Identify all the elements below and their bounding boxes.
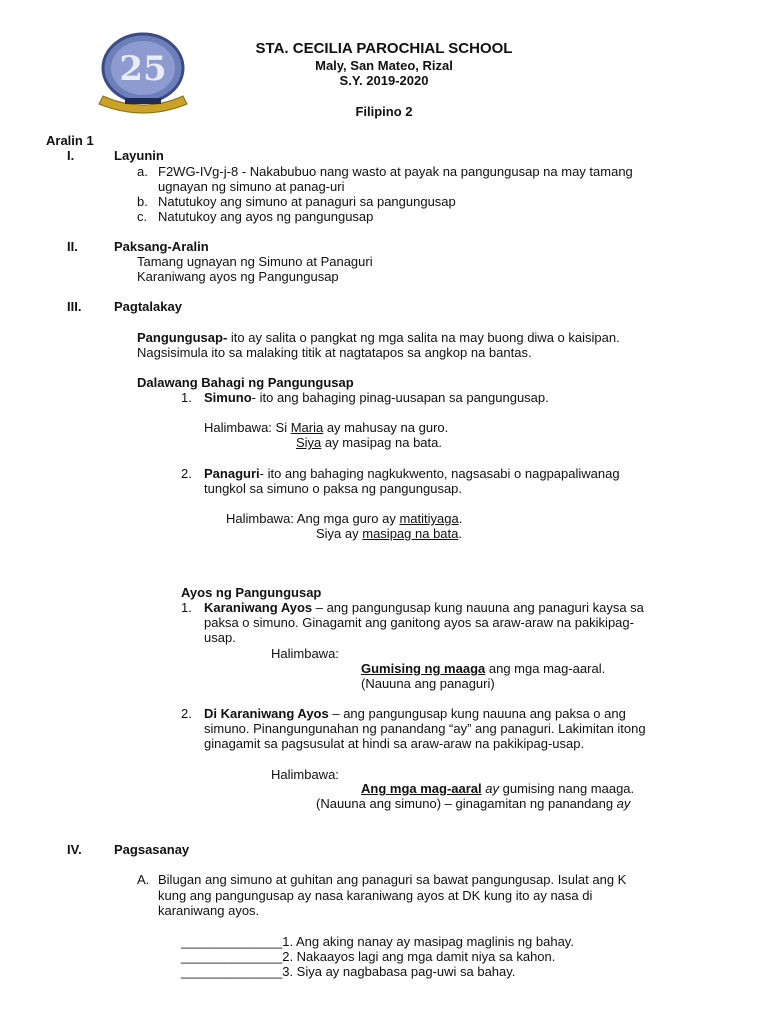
section-number: I. (67, 148, 75, 163)
note-italic: ay (616, 796, 631, 811)
list-marker: A. (137, 872, 150, 887)
halimbawa-label: Halimbawa: (271, 646, 339, 661)
karaniwang-text: – ang pangungusap kung nauuna ang panaguri kaysa sa (312, 600, 644, 615)
topic-line: Karaniwang ayos ng Pangungusap (137, 269, 339, 284)
section-number: II. (67, 239, 78, 254)
definition-line2: Nagsisimula ito sa malaking titik at nagtatapos sa angkop na bantas. (137, 345, 532, 360)
example-line (296, 435, 442, 450)
example-line (361, 661, 605, 676)
example-underlined: masipag na bata (362, 526, 459, 541)
example-line (361, 781, 634, 796)
example-italic: ay (481, 781, 499, 796)
school-name: STA. CECILIA PAROCHIAL SCHOOL (255, 40, 513, 57)
example-text: ang mga mag-aaral. (485, 661, 606, 676)
example-line (316, 526, 462, 541)
term-panaguri: Panaguri (204, 466, 260, 481)
example-text: ay mahusay na guro. (323, 420, 449, 435)
objective-c: Natutukoy ang ayos ng pangungusap (158, 209, 374, 224)
objective-a-line1: F2WG-IVg-j-8 - Nakabubuo nang wasto at payak na pangungusap na may tamang (158, 164, 633, 179)
instruction-line3: karaniwang ayos. (158, 903, 260, 918)
topic-line: Tamang ugnayan ng Simuno at Panaguri (137, 254, 373, 269)
instruction-line1: Bilugan ang simuno at guhitan ang panaguri sa bawat pangungusap. Isulat ang K (158, 872, 627, 887)
di-karaniwang-ayos-line1 (204, 706, 626, 721)
term-simuno: Simuno (204, 390, 252, 405)
exercise-item: ______________2. Nakaayos lagi ang mga damit niya sa kahon. (181, 949, 556, 964)
example-text: Siya ay (316, 526, 363, 541)
school-address: Maly, San Mateo, Rizal (315, 58, 453, 73)
subheading-ayos: Ayos ng Pangungusap (181, 585, 322, 600)
term-karaniwang-ayos: Karaniwang Ayos (204, 600, 313, 615)
list-marker: 2. (181, 706, 192, 721)
section-title-layunin: Layunin (114, 148, 164, 163)
section-number: III. (67, 299, 82, 314)
panaguri-text: - ito ang bahaging nagkukwento, nagsasabi o nagpapaliwanag (259, 466, 620, 481)
example-text: . (458, 526, 462, 541)
subject-title: Filipino 2 (355, 104, 413, 119)
section-title-paksang-aralin: Paksang-Aralin (114, 239, 209, 254)
list-marker: c. (137, 209, 148, 224)
panaguri-line2: tungkol sa simuno o paksa ng pangungusap. (204, 481, 463, 496)
list-marker: a. (137, 164, 148, 179)
definition-term: Pangungusap- (137, 330, 228, 345)
definition-line1 (137, 330, 620, 345)
list-marker: 1. (181, 600, 192, 615)
example-underlined: Gumising ng maaga (361, 661, 486, 676)
example-text: Halimbawa: Si (204, 420, 291, 435)
example-text: gumising nang maaga. (499, 781, 635, 796)
simuno-definition (204, 390, 549, 405)
exercise-item: ______________3. Siya ay nagbabasa pag-uwi sa bahay. (181, 964, 516, 979)
example-line (226, 511, 462, 526)
objective-b: Natutukoy ang simuno at panaguri sa pangungusap (158, 194, 456, 209)
school-logo (95, 30, 191, 114)
school-year: S.Y. 2019-2020 (339, 73, 429, 88)
list-marker: b. (137, 194, 148, 209)
list-marker: 2. (181, 466, 192, 481)
section-number: IV. (67, 842, 82, 857)
definition-text: ito ay salita o pangkat ng mga salita na may buong diwa o kaisipan. (227, 330, 620, 345)
example-note (316, 796, 630, 811)
example-underlined: matitiyaga (399, 511, 459, 526)
example-line (204, 420, 448, 435)
note-text: (Nauuna ang simuno) – ginagamitan ng panandang (316, 796, 617, 811)
section-title-pagsasanay: Pagsasanay (114, 842, 190, 857)
example-underlined: Ang mga mag-aaral (361, 781, 482, 796)
example-text: Halimbawa: Ang mga guro ay (226, 511, 400, 526)
example-note: (Nauuna ang panaguri) (361, 676, 495, 691)
panaguri-definition (204, 466, 620, 481)
logo-number: 25 (119, 49, 167, 89)
objective-a-line2: ugnayan ng simuno at panag-uri (158, 179, 345, 194)
karaniwang-ayos-line2: paksa o simuno. Ginagamit ang ganitong ayos sa araw-araw na pakikipag- (204, 615, 634, 630)
di-karaniwang-ayos-line3: ginagamit sa pagsusulat at hindi sa araw-araw na pakikipag-usap. (204, 736, 585, 751)
list-marker: 1. (181, 390, 192, 405)
karaniwang-ayos-line1 (204, 600, 644, 615)
di-karaniwang-text: – ang pangungusap kung nauuna ang paksa o ang (328, 706, 626, 721)
example-text: . (458, 511, 463, 526)
simuno-text: - ito ang bahaging pinag-uusapan sa pangungusap. (251, 390, 549, 405)
exercise-item: ______________1. Ang aking nanay ay masipag maglinis ng bahay. (181, 934, 574, 949)
term-di-karaniwang-ayos: Di Karaniwang Ayos (204, 706, 329, 721)
instruction-line2: kung ang pangungusap ay nasa karaniwang ayos at DK kung ito ay nasa di (158, 888, 593, 903)
section-title-pagtalakay: Pagtalakay (114, 299, 182, 314)
di-karaniwang-ayos-line2: simuno. Pinangungunahan ng panandang “ay” ang panaguri. Lakimitan itong (204, 721, 646, 736)
subheading-bahagi: Dalawang Bahagi ng Pangungusap (137, 375, 354, 390)
example-text: ay masipag na bata. (321, 435, 442, 450)
example-underlined: Maria (290, 420, 324, 435)
halimbawa-label: Halimbawa: (271, 767, 339, 782)
karaniwang-ayos-line3: usap. (204, 630, 236, 645)
example-underlined: Siya (296, 435, 322, 450)
aralin-label: Aralin 1 (46, 133, 94, 148)
